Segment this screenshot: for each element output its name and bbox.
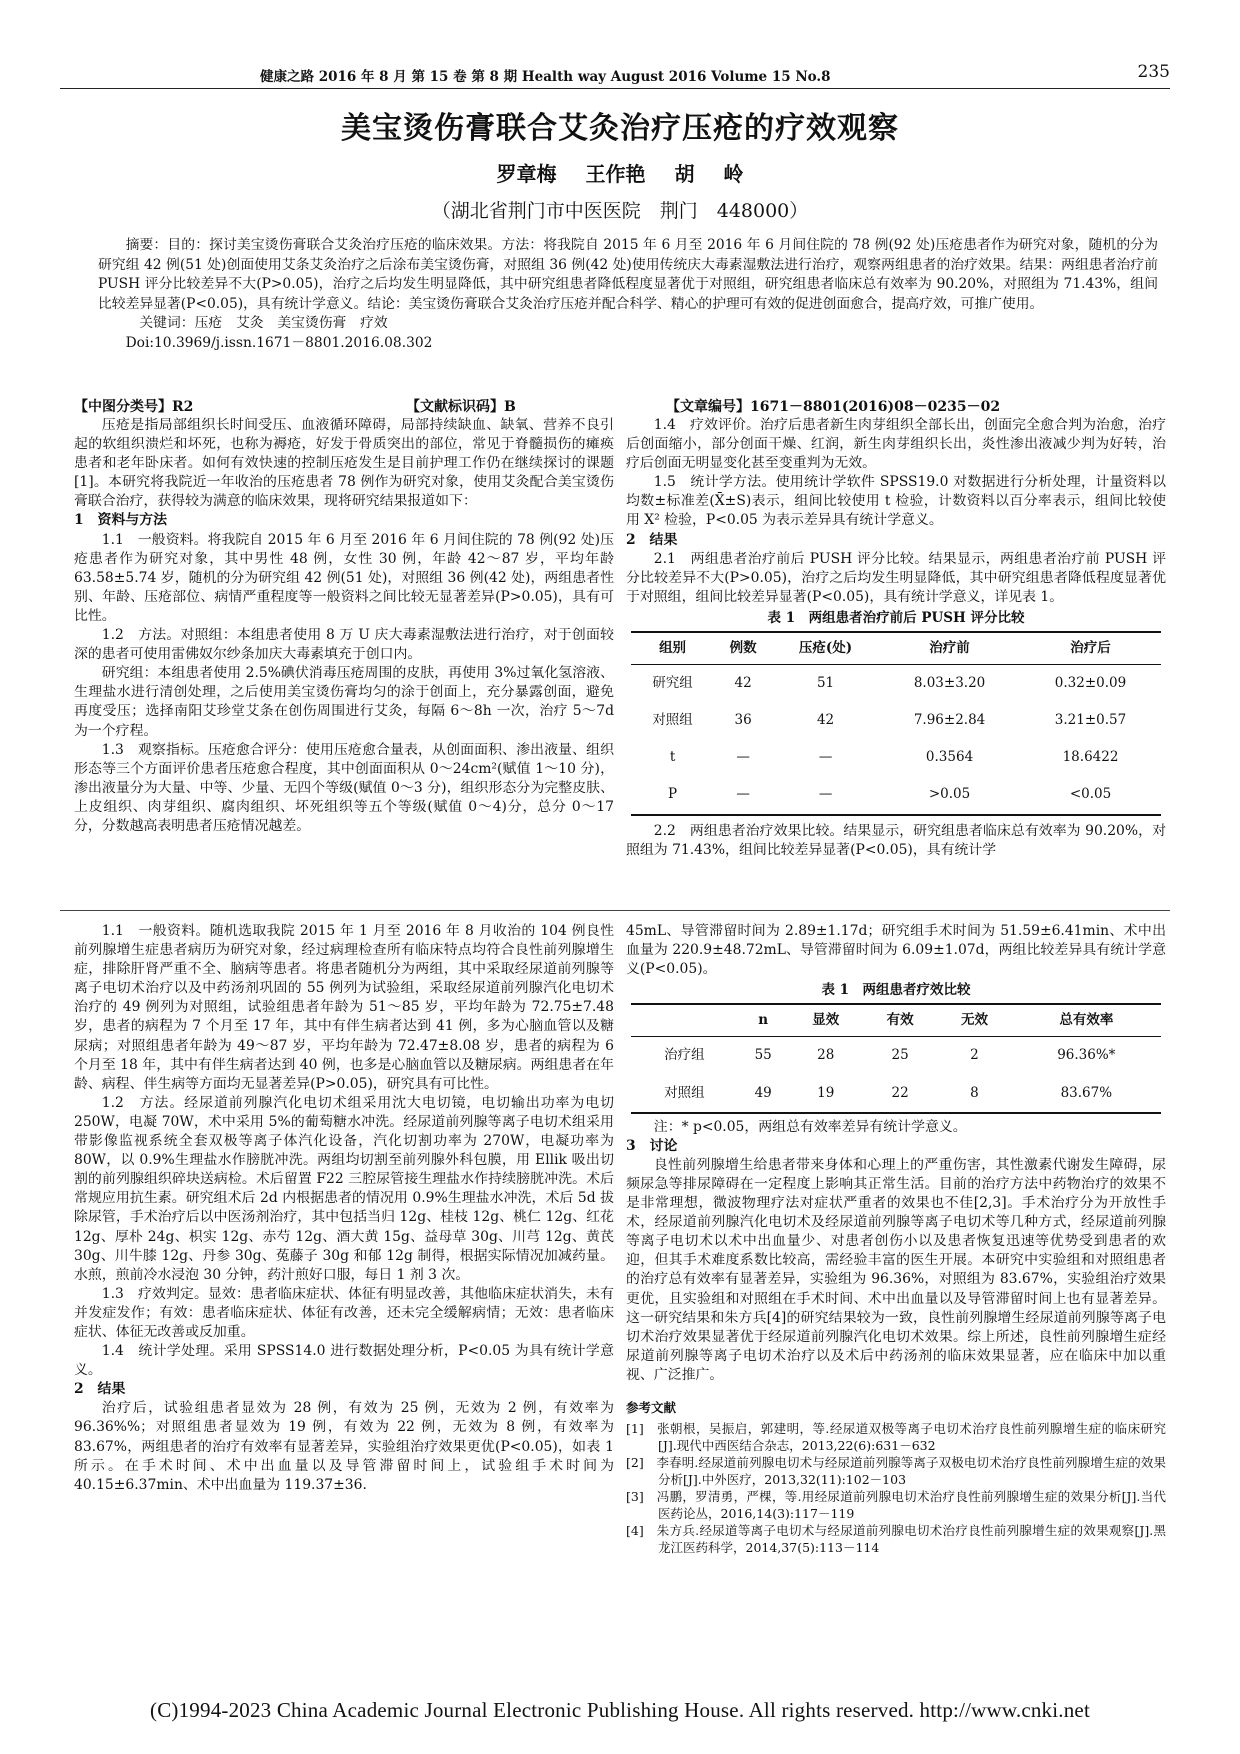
paragraph: 1.3 疗效判定。显效：患者临床症状、体征有明显改善，其他临床症状消失，未有并发症发作；有效：患者临床症状、体征有改善，还未完全缓解病情；无效：患者临床症状、体征无改善或反加重。 bbox=[74, 1285, 614, 1340]
paragraph: 2.2 两组患者治疗效果比较。结果显示，研究组患者临床总有效率为 90.20%，对照组为 71.43%，组间比较差异显著(P<0.05)，具有统计学 bbox=[626, 822, 1166, 858]
table-cell: 36 bbox=[734, 712, 752, 729]
table2-header: 显效 bbox=[789, 1004, 863, 1037]
table-row bbox=[631, 1037, 1161, 1075]
table-cell: 55 bbox=[754, 1047, 772, 1064]
table-cell: 83.67% bbox=[1012, 1075, 1161, 1113]
references bbox=[626, 1399, 1166, 1556]
paragraph: 1.2 方法。经尿道前列腺汽化电切术组采用沈大电切镜，电切输出功率为电切 250W，电凝 70W，术中采用 5%的葡萄糖水冲洗。经尿道前列腺等离子电切术组采用带影像监视系统全套双极等离子体汽化设备，汽化切割功率为 270W，电凝功率为 80W，以 0.9%生理盐水作膀胱冲洗。两组均切割至前列腺外科包膜，用 Ellik 吸出切割的前列腺组织碎块送病检。术后留置 F22 三腔尿管接生理盐水作持续膀胱冲洗。术后常规应用抗生素。研究组术后 2d 内根据患者的情况用 0.9%生理盐水冲洗，术后 5d 拔除尿管，手术治疗后以中医汤剂治疗，其中包括当归 12g、桂枝 12g、桃仁 12g、红花 12g、厚朴 24g、枳实 12g、赤芍 12g、酒大黄 15g、益母草 30g、川芎 12g、黄芪 30g、川牛膝 12g、丹参 30g、菟藤子 30g 和郁 12g 制得，根据实际情况加减药量。水煎，煎前冷水浸泡 30 分钟，药汁煎好口服，每日 1 剂 3 次。 bbox=[74, 1094, 614, 1283]
article-affiliation: （湖北省荆门市中医医院 荆门 448000） bbox=[431, 200, 809, 222]
doi: Doi:10.3969/j.issn.1671－8801.2016.08.302 bbox=[125, 334, 433, 351]
clc-code: 【中图分类号】R2 bbox=[74, 399, 194, 415]
table-row bbox=[631, 1075, 1161, 1113]
table-row bbox=[631, 665, 1161, 703]
paragraph: 1.3 观察指标。压疮愈合评分：使用压疮愈合量表，从创面面积、渗出液量、组织形态等三个方面评价患者压疮愈合程度，其中创面面积从 0～24cm²(赋值 1～10 分)，渗出液量分为大量、中等、少量、无四个等级(赋值 0～3 分)，组织形态分为完整皮肤、上皮组织、肉芽组织、腐肉组织、坏死组织等五个等级(赋值 0～4)分，总分 0～17 分，分数越高表明患者压疮情况越差。 bbox=[74, 741, 614, 834]
table-cell: — bbox=[736, 749, 750, 766]
table-cell: 51 bbox=[816, 675, 835, 692]
page-number: 235 bbox=[1137, 62, 1170, 82]
table1-header: 压疮(处) bbox=[772, 632, 879, 665]
article-number: 【文章编号】1671－8801(2016)08－0235－02 bbox=[666, 399, 1001, 415]
abstract-block bbox=[98, 236, 1158, 353]
reference-item: [4] 朱方兵.经尿道等离子电切术与经尿道前列腺电切术治疗良性前列腺增生症的效果观察[J].黑龙江医药科学，2014,37(5):113－114 bbox=[626, 1522, 1166, 1555]
paragraph: 1.1 一般资料。将我院自 2015 年 6 月至 2016 年 6 月间住院的 78 例(92 处)压疮患者作为研究对象，其中男性 48 例，女性 30 例，年龄 42～87 岁，平均年龄 63.58±5.74 岁，随机的分为研究组 42 例(51 处)，对照组 36 例(42 处)，两组患者性别、年龄、压疮部位、病情严重程度等一般资料之间比较无显著差异(P>0.05)，具有可比性。 bbox=[74, 531, 614, 624]
section-heading: 1 资料与方法 bbox=[74, 512, 168, 529]
table-cell: 25 bbox=[891, 1047, 909, 1064]
running-header bbox=[60, 62, 1170, 89]
table-cell: >0.05 bbox=[879, 776, 1020, 814]
table1-header: 组别 bbox=[631, 632, 714, 665]
paragraph: 1.5 统计学方法。使用统计学软件 SPSS19.0 对数据进行分析处理，计量资料以均数±标准差(X̄±S)表示，组间比较使用 t 检验，计数资料以百分率表示，组间比较使用 X² 检验，P<0.05 为表示差异具有统计学意义。 bbox=[626, 474, 1166, 529]
table-cell: 治疗组 bbox=[664, 1047, 705, 1064]
paragraph: 治疗后，试验组患者显效为 28 例，有效为 25 例，无效为 2 例，有效率为 96.36%%；对照组患者显效为 19 例，有效为 22 例，无效为 8 例，有效率为 83.67%，两组患者的治疗有效率有显著差异，实验组治疗效果更优(P<0.05)，如表 1 所示。在手术时间、术中出血量以及导管滞留时间上，试验组手术时间为 40.15±6.37min、术中出血量为 119.37±36. bbox=[74, 1400, 614, 1493]
article-divider bbox=[60, 910, 1170, 911]
section-heading: 2 结果 bbox=[626, 531, 678, 548]
table-cell: 7.96±2.84 bbox=[913, 712, 986, 729]
table1-caption: 表 1 两组患者治疗前后 PUSH 评分比较 bbox=[767, 609, 1025, 626]
table-cell: <0.05 bbox=[1020, 776, 1161, 814]
keywords: 关键词：压疮 艾灸 美宝烫伤膏 疗效 bbox=[139, 315, 388, 331]
article-title: 美宝烫伤膏联合艾灸治疗压疮的疗效观察 bbox=[341, 111, 899, 146]
paragraph: 压疮是指局部组织长时间受压、血液循环障碍，局部持续缺血、缺氧、营养不良引起的软组织溃烂和坏死，也称为褥疮，好发于骨质突出的部位，常见于脊髓损伤的瘫痪患者和老年卧床者。如何有效快速的控制压疮发生是目前护理工作仍在继续探讨的课题[1]。本研究将我院近一年收治的压疮患者 78 例作为研究对象，使用艾灸配合美宝烫伤膏联合治疗，获得较为满意的临床效果，现将研究结果报道如下： bbox=[74, 417, 614, 510]
table2-note: 注：* p<0.05，两组总有效率差异有统计学意义。 bbox=[653, 1118, 967, 1135]
table-cell: 49 bbox=[738, 1075, 789, 1113]
table-cell: 19 bbox=[789, 1075, 863, 1113]
table2-header: 无效 bbox=[937, 1004, 1011, 1037]
table-row bbox=[631, 702, 1161, 739]
table-cell: — bbox=[772, 776, 879, 814]
paragraph: 2.1 两组患者治疗前后 PUSH 评分比较。结果显示，两组患者治疗前 PUSH 评分比较差异不大(P>0.05)，治疗之后均发生明显降低，其中研究组患者降低程度显著优于对照组，组间比较差异显著(P<0.05)，具有统计学意义，详见表 1。 bbox=[626, 550, 1166, 605]
table-cell: 对照组 bbox=[631, 1075, 738, 1113]
paragraph: 45mL、导管滞留时间为 2.89±1.17d；研究组手术时间为 51.59±6.41min、术中出血量为 220.9±48.72mL、导管滞留时间为 6.09±1.07d，两组比较差异具有统计学意义(P<0.05)。 bbox=[626, 923, 1166, 978]
column-lower-right bbox=[626, 922, 1166, 1556]
table1-header: 治疗前 bbox=[879, 632, 1020, 665]
reference-item: [3] 冯鹏，罗清勇，严棵，等.用经尿道前列腺电切术治疗良性前列腺增生症的效果分析[J].当代医药论丛，2016,14(3):117－119 bbox=[626, 1488, 1166, 1521]
table-cell: 8.03±3.20 bbox=[913, 675, 986, 692]
column-upper-right bbox=[626, 416, 1166, 860]
copyright-footer: (C)1994-2023 China Academic Journal Electronic Publishing House. All rights reserved. http://www.cnki.net bbox=[150, 1698, 1090, 1722]
table-cell: 3.21±0.57 bbox=[1054, 712, 1127, 729]
table2-header: n bbox=[738, 1004, 789, 1037]
table2-caption: 表 1 两组患者疗效比较 bbox=[821, 982, 971, 999]
reference-item: [2] 李春明.经尿道前列腺电切术与经尿道前列腺等离子双极电切术治疗良性前列腺增生症的效果分析[J].中外医疗，2013,32(11):102－103 bbox=[626, 1454, 1166, 1487]
paragraph: 1.2 方法。对照组：本组患者使用 8 万 U 庆大毒素湿敷法进行治疗，对于创面较深的患者可使用雷佛奴尔纱条加庆大毒素填充于创口内。 bbox=[74, 627, 614, 663]
paragraph: 研究组：本组患者使用 2.5%碘伏消毒压疮周围的皮肤，再使用 3%过氧化氢溶液、生理盐水进行清创处理，之后使用美宝烫伤膏均匀的涂于创面上，充分暴露创面，避免再度受压；选择南阳艾珍堂艾条在创伤周围进行艾灸，每隔 6～8h 一次，治疗 5～7d 为一个疗程。 bbox=[74, 665, 614, 739]
classification-line bbox=[74, 396, 1154, 416]
table1 bbox=[631, 631, 1161, 815]
table-row bbox=[631, 776, 1161, 814]
table-cell: 96.36%* bbox=[1057, 1047, 1116, 1064]
table2 bbox=[631, 1003, 1161, 1113]
abstract-text: 摘要：目的：探讨美宝烫伤膏联合艾灸治疗压疮的临床效果。方法：将我院自 2015 年 6 月至 2016 年 6 月间住院的 78 例(92 处)压疮患者作为研究对象，随机的分为研究组 42 例(51 处)创面使用艾条艾灸治疗之后涂布美宝烫伤膏，对照组 36 例(42 处)使用传统庆大毒素湿敷法进行治疗，观察两组患者的治疗效果。结果：两组患者治疗前 PUSH 评分比较差异不大(P>0.05)，治疗之后均发生明显降低，其中研究组患者降低程度显著优于对照组，研究组患者临床总有效率为 90.20%，对照组为 71.43%，组间比较差异显著(P<0.05)，具有统计学意义。结论：美宝烫伤膏联合艾灸治疗压疮并配合科学、精心的护理可有效的促进创面愈合，提高疗效，可推广使用。 bbox=[98, 237, 1158, 312]
section-heading: 3 讨论 bbox=[626, 1137, 678, 1154]
paragraph: 1.4 疗效评价。治疗后患者新生肉芽组织全部长出，创面完全愈合判为治愈，治疗后创面缩小，部分创面干燥、红润，新生肉芽组织长出，炎性渗出液减少判为好转，治疗后创面无明显变化甚至变重判为无效。 bbox=[626, 417, 1166, 472]
paragraph: 良性前列腺增生给患者带来身体和心理上的严重伤害，其性激素代谢发生障碍，尿频尿急等排尿障碍在一定程度上影响其正常生活。目前的治疗方法中药物治疗的效果不是非常理想，微波物理疗法对症状严重者的效果也不佳[2,3]。手术治疗分为开放性手术，经尿道前列腺汽化电切术及经尿道前列腺等离子电切术等几种方式，经尿道前列腺等离子电切术以术中出血量少、对患者创伤小以及患者恢复迅速等优势受到患者的欢迎，但其手术难度系数比较高，需经验丰富的医生开展。本研究中实验组和对照组患者的治疗总有效率有显著差异，实验组为 96.36%，对照组为 83.67%，实验组治疗效果更优，且实验组和对照组在手术时间、术中出血量以及导管滞留时间上也有显著差异。这一研究结果和朱方兵[4]的研究结果较为一致，良性前列腺增生经尿道前列腺等离子电切术治疗效果显著优于经尿道前列腺汽化电切术效果。综上所述，良性前列腺增生症经尿道前列腺等离子电切术治疗以及术后中药汤剂的临床效果显著，应在临床中加以重视、广泛推广。 bbox=[626, 1156, 1166, 1383]
doc-code: 【文献标识码】B bbox=[406, 399, 516, 415]
table-cell: 22 bbox=[863, 1075, 937, 1113]
table-cell: 42 bbox=[734, 675, 752, 692]
table-cell: 2 bbox=[970, 1047, 979, 1064]
table-cell: — bbox=[818, 749, 833, 766]
table-cell: — bbox=[714, 776, 772, 814]
table2-header bbox=[631, 1004, 738, 1037]
paragraph: 1.4 统计学处理。采用 SPSS14.0 进行数据处理分析，P<0.05 为具有统计学意义。 bbox=[74, 1343, 614, 1379]
table2-header: 总有效率 bbox=[1012, 1004, 1161, 1037]
table1-header: 例数 bbox=[714, 632, 772, 665]
table-cell: 28 bbox=[817, 1047, 835, 1064]
table-cell: 42 bbox=[816, 712, 835, 729]
table1-header: 治疗后 bbox=[1020, 632, 1161, 665]
table-cell: t bbox=[669, 749, 676, 766]
table-cell: 18.6422 bbox=[1062, 749, 1119, 766]
table-cell: P bbox=[631, 776, 714, 814]
table-cell: 对照组 bbox=[652, 712, 693, 729]
column-lower-left bbox=[74, 922, 614, 1495]
reference-item: [1] 张朝根，吴振启，郭建明，等.经尿道双极等离子电切术治疗良性前列腺增生症的临床研究[J].现代中西医结合杂志，2013,22(6):631－632 bbox=[626, 1420, 1166, 1453]
table2-header: 有效 bbox=[863, 1004, 937, 1037]
column-upper-left bbox=[74, 416, 614, 836]
article-authors: 罗章梅 王作艳 胡 岭 bbox=[496, 162, 744, 186]
section-heading: 2 结果 bbox=[74, 1381, 126, 1398]
table-row bbox=[631, 739, 1161, 776]
header-citation: 健康之路 2016 年 8 月 第 15 卷 第 8 期 Health way August 2016 Volume 15 No.8 bbox=[260, 69, 831, 85]
table-cell: 0.32±0.09 bbox=[1054, 675, 1127, 692]
table-cell: 研究组 bbox=[652, 675, 693, 692]
paragraph: 1.1 一般资料。随机选取我院 2015 年 1 月至 2016 年 8 月收治的 104 例良性前列腺增生症患者病历为研究对象，经过病理检查所有临床特点均符合良性前列腺增生症，排除肝肾严重不全、脑病等患者。将患者随机分为两组，其中采取经尿道前列腺等离子电切术治疗以及中药汤剂巩固的 55 例列为试验组，采取经尿道前列腺汽化电切术治疗的 49 例列为对照组，试验组患者年龄为 51～85 岁，平均年龄为 72.75±7.48 岁，患者的病程为 7 个月至 17 年，其中有伴生病者达到 41 例，多为心脑血管以及糖尿病；对照组患者年龄为 49～87 岁，平均年龄为 72.47±8.08 岁，患者的病程为 6 个月至 18 年，其中有伴生病者达到 40 例，也多是心脑血管以及糖尿病。两组患者在年龄、病程、伴生病等方面均无显著差异(P>0.05)，研究具有可比性。 bbox=[74, 923, 614, 1092]
references-title: 参考文献 bbox=[626, 1399, 677, 1415]
table-cell: 8 bbox=[937, 1075, 1011, 1113]
table-cell: 0.3564 bbox=[925, 749, 974, 766]
